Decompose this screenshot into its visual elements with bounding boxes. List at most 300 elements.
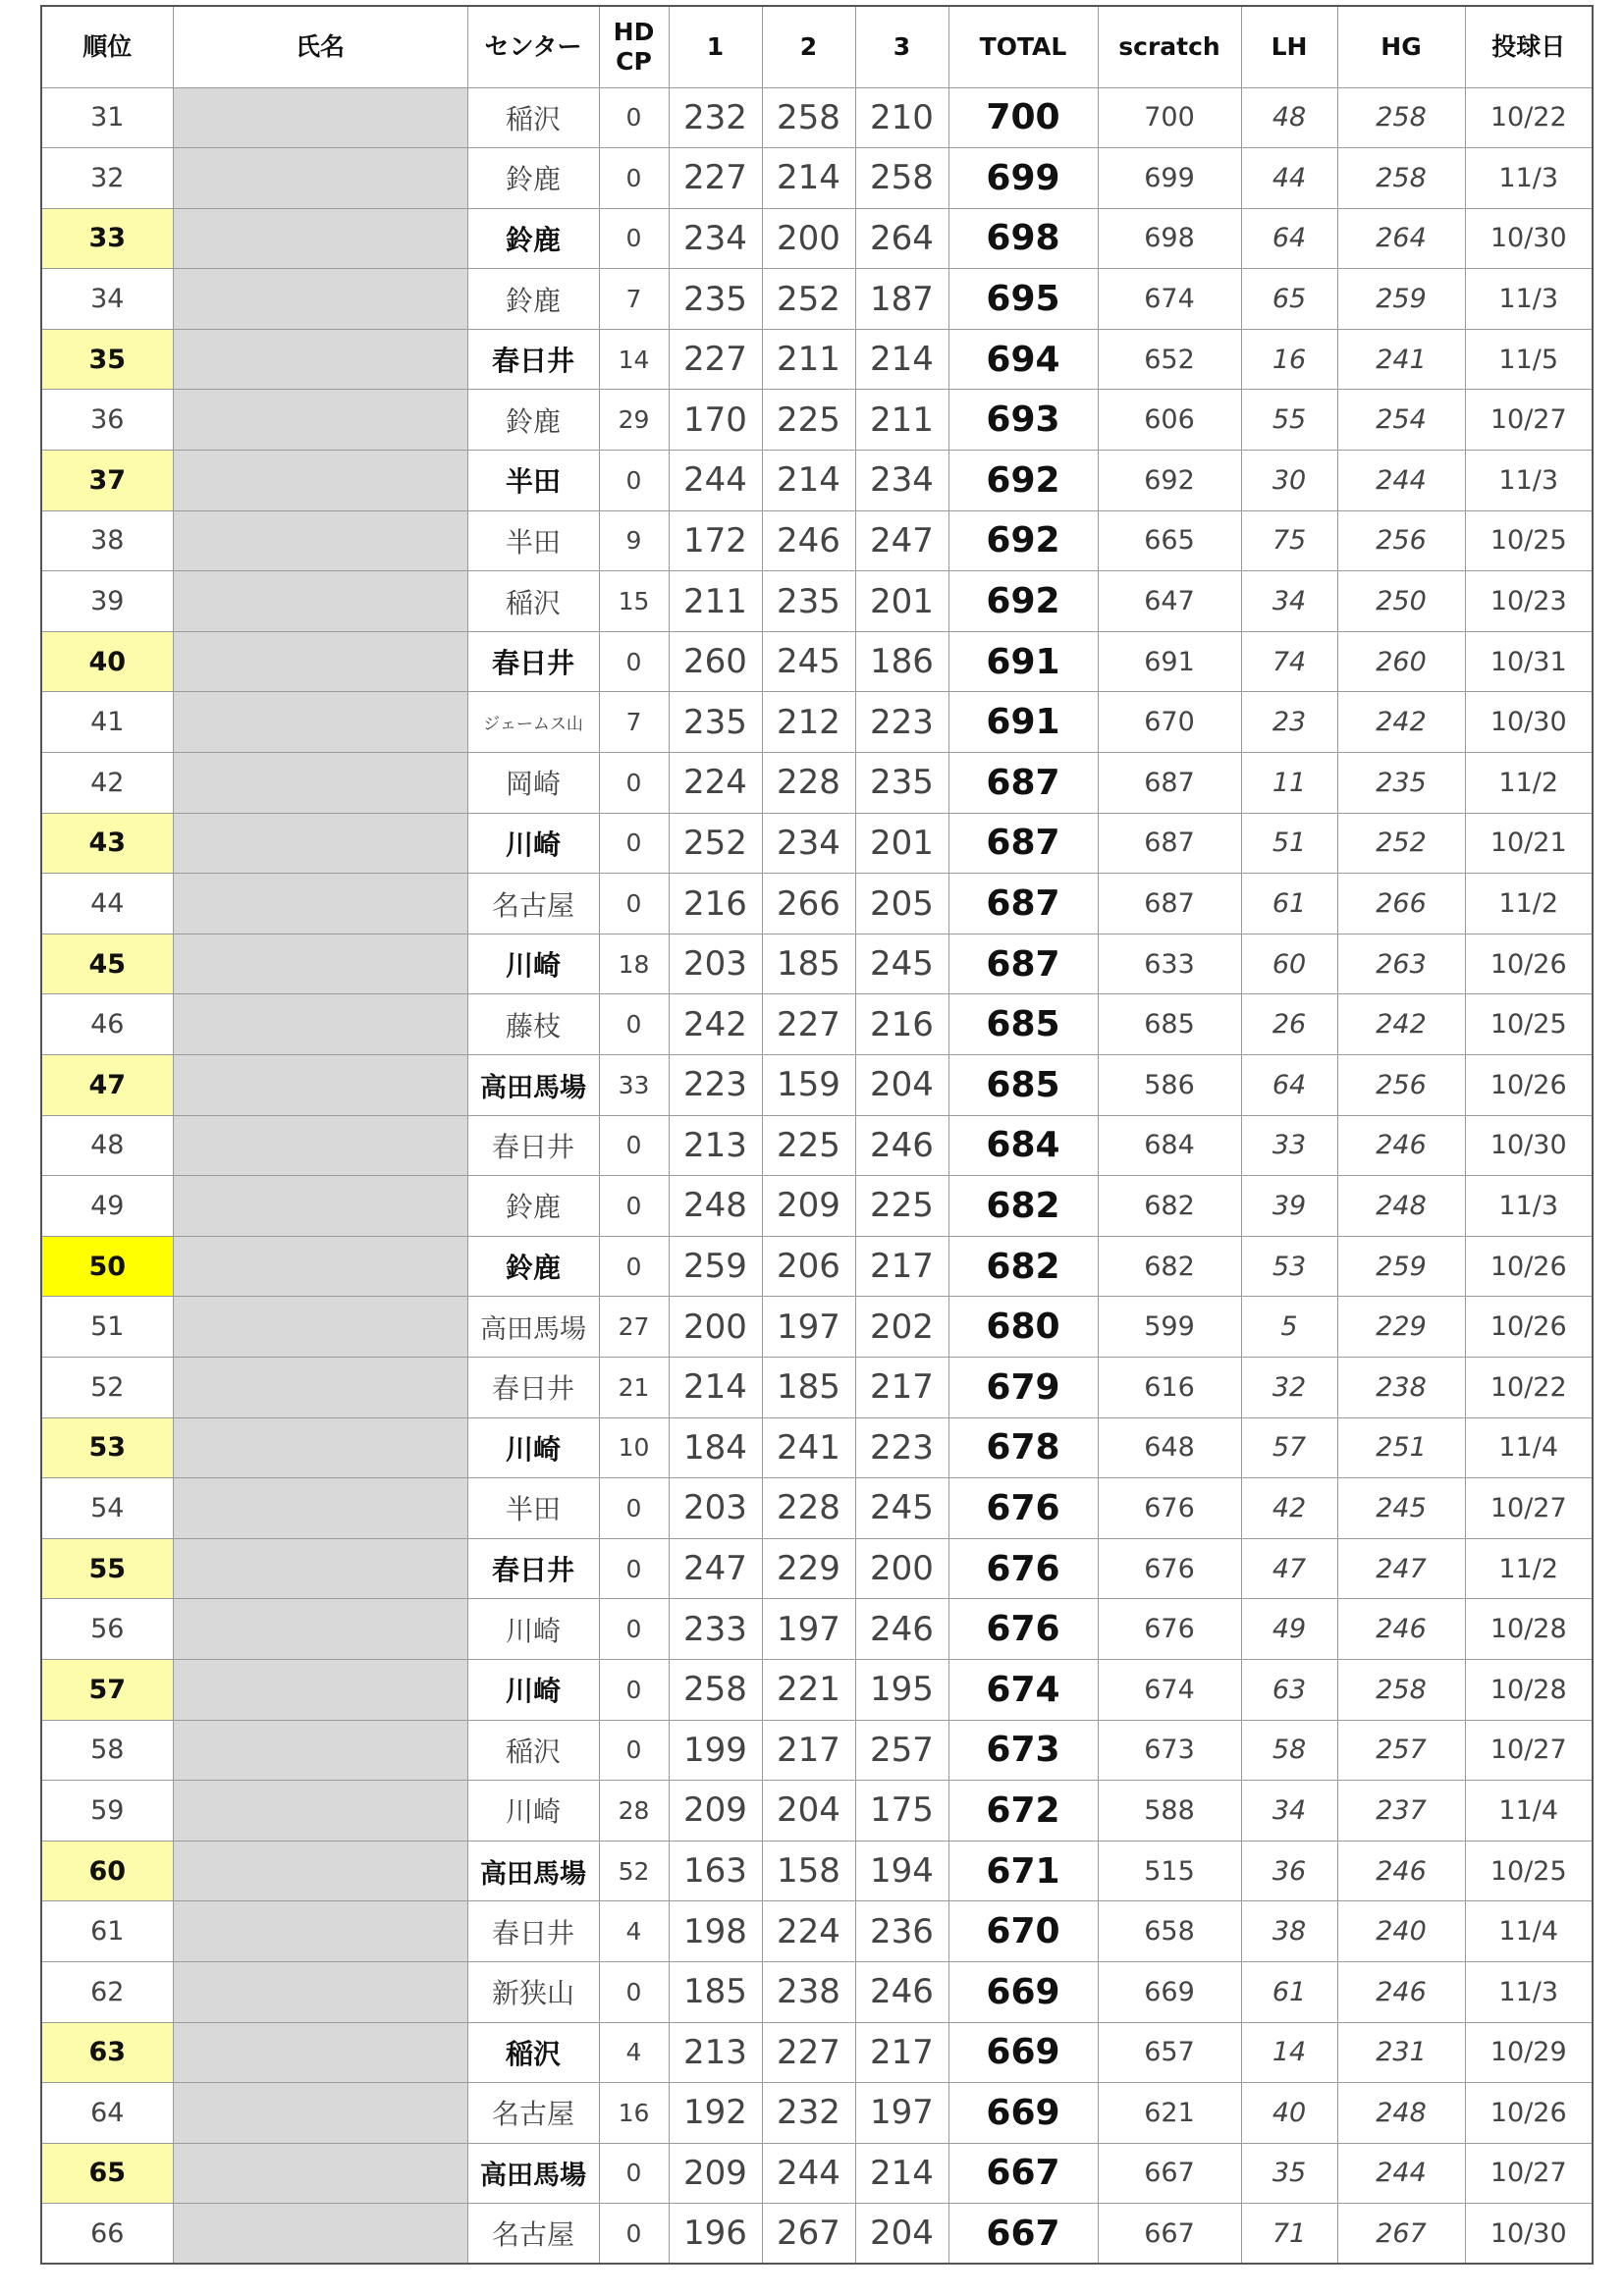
hdcp-cell: 0 (599, 1176, 669, 1237)
game-1-cell: 192 (669, 2083, 762, 2144)
table-row (41, 934, 1593, 994)
table-row (41, 874, 1593, 934)
game-1-cell: 224 (669, 753, 762, 814)
game-3-cell: 257 (855, 1720, 948, 1781)
rank-cell: 36 (41, 390, 173, 451)
total-cell: 669 (948, 1961, 1098, 2022)
hdcp-cell: 0 (599, 994, 669, 1055)
scratch-cell: 692 (1098, 451, 1241, 511)
scratch-cell: 665 (1098, 510, 1241, 571)
game-1-cell: 200 (669, 1297, 762, 1358)
game-3-cell: 223 (855, 692, 948, 753)
name-cell (173, 2143, 467, 2204)
header-game-3: 3 (855, 6, 948, 87)
center-cell: 高田馬場 (467, 1841, 599, 1901)
game-3-cell: 264 (855, 208, 948, 269)
game-3-cell: 175 (855, 1781, 948, 1842)
hg-cell: 259 (1337, 1236, 1465, 1297)
header-hdcp (599, 6, 669, 87)
game-3-cell: 217 (855, 2022, 948, 2083)
game-3-cell: 246 (855, 1115, 948, 1176)
game-3-cell: 246 (855, 1961, 948, 2022)
rank-cell: 50 (41, 1236, 173, 1297)
table-row (41, 1961, 1593, 2022)
game-2-cell: 227 (762, 994, 855, 1055)
total-cell: 678 (948, 1417, 1098, 1478)
hdcp-cell: 0 (599, 1961, 669, 2022)
center-cell: 高田馬場 (467, 1055, 599, 1116)
game-1-cell: 233 (669, 1599, 762, 1660)
name-cell (173, 1236, 467, 1297)
table-row (41, 813, 1593, 874)
game-2-cell: 228 (762, 1478, 855, 1539)
total-cell: 692 (948, 451, 1098, 511)
total-cell: 676 (948, 1538, 1098, 1599)
game-3-cell: 235 (855, 753, 948, 814)
scratch-cell: 676 (1098, 1478, 1241, 1539)
header-total: TOTAL (948, 6, 1098, 87)
scratch-cell: 685 (1098, 994, 1241, 1055)
rank-cell: 37 (41, 451, 173, 511)
total-cell: 692 (948, 571, 1098, 632)
game-1-cell: 196 (669, 2204, 762, 2265)
game-1-cell: 203 (669, 934, 762, 994)
date-cell: 11/3 (1465, 1961, 1593, 2022)
scratch-cell: 647 (1098, 571, 1241, 632)
total-cell: 679 (948, 1357, 1098, 1417)
table-row (41, 148, 1593, 209)
date-cell: 11/4 (1465, 1901, 1593, 1962)
game-2-cell: 225 (762, 390, 855, 451)
total-cell: 694 (948, 329, 1098, 390)
date-cell: 10/26 (1465, 1055, 1593, 1116)
game-3-cell: 216 (855, 994, 948, 1055)
game-2-cell: 258 (762, 87, 855, 148)
game-1-cell: 185 (669, 1961, 762, 2022)
header-game-2: 2 (762, 6, 855, 87)
lh-cell: 65 (1241, 269, 1337, 330)
header-game-1: 1 (669, 6, 762, 87)
game-3-cell: 204 (855, 1055, 948, 1116)
lh-cell: 61 (1241, 874, 1337, 934)
table-row (41, 269, 1593, 330)
scratch-cell: 687 (1098, 813, 1241, 874)
name-cell (173, 2204, 467, 2265)
total-cell: 691 (948, 692, 1098, 753)
hg-cell: 260 (1337, 631, 1465, 692)
game-2-cell: 209 (762, 1176, 855, 1237)
date-cell: 11/2 (1465, 753, 1593, 814)
scratch-cell: 669 (1098, 1961, 1241, 2022)
name-cell (173, 753, 467, 814)
date-cell: 10/27 (1465, 2143, 1593, 2204)
game-3-cell: 186 (855, 631, 948, 692)
scratch-cell: 682 (1098, 1176, 1241, 1237)
rank-cell: 32 (41, 148, 173, 209)
scratch-cell: 588 (1098, 1781, 1241, 1842)
scratch-cell: 621 (1098, 2083, 1241, 2144)
center-cell: 春日井 (467, 1901, 599, 1962)
name-cell (173, 2022, 467, 2083)
hdcp-cell: 7 (599, 269, 669, 330)
game-3-cell: 217 (855, 1357, 948, 1417)
lh-cell: 40 (1241, 2083, 1337, 2144)
date-cell: 10/21 (1465, 813, 1593, 874)
rank-cell: 53 (41, 1417, 173, 1478)
lh-cell: 26 (1241, 994, 1337, 1055)
date-cell: 11/4 (1465, 1781, 1593, 1842)
table-header (41, 6, 1593, 87)
game-1-cell: 199 (669, 1720, 762, 1781)
date-cell: 11/3 (1465, 1176, 1593, 1237)
center-cell: 半田 (467, 451, 599, 511)
hg-cell: 256 (1337, 510, 1465, 571)
scratch-cell: 633 (1098, 934, 1241, 994)
rank-cell: 58 (41, 1720, 173, 1781)
lh-cell: 55 (1241, 390, 1337, 451)
hg-cell: 258 (1337, 1659, 1465, 1720)
table-row (41, 2083, 1593, 2144)
game-2-cell: 206 (762, 1236, 855, 1297)
date-cell: 10/25 (1465, 510, 1593, 571)
game-3-cell: 201 (855, 571, 948, 632)
center-cell: 高田馬場 (467, 1297, 599, 1358)
game-2-cell: 185 (762, 934, 855, 994)
name-cell (173, 451, 467, 511)
scratch-cell: 670 (1098, 692, 1241, 753)
game-1-cell: 198 (669, 1901, 762, 1962)
game-2-cell: 214 (762, 451, 855, 511)
table-row (41, 1176, 1593, 1237)
scratch-cell: 673 (1098, 1720, 1241, 1781)
center-cell: 名古屋 (467, 2083, 599, 2144)
scratch-cell: 606 (1098, 390, 1241, 451)
table-row (41, 571, 1593, 632)
center-cell: 川崎 (467, 1417, 599, 1478)
lh-cell: 64 (1241, 208, 1337, 269)
name-cell (173, 1115, 467, 1176)
rank-cell: 63 (41, 2022, 173, 2083)
lh-cell: 16 (1241, 329, 1337, 390)
game-1-cell: 214 (669, 1357, 762, 1417)
hdcp-cell: 0 (599, 1599, 669, 1660)
date-cell: 10/22 (1465, 1357, 1593, 1417)
lh-cell: 33 (1241, 1115, 1337, 1176)
rank-cell: 41 (41, 692, 173, 753)
name-cell (173, 1720, 467, 1781)
table-row (41, 1236, 1593, 1297)
date-cell: 10/30 (1465, 208, 1593, 269)
table-row (41, 1781, 1593, 1842)
lh-cell: 57 (1241, 1417, 1337, 1478)
hdcp-cell: 0 (599, 2143, 669, 2204)
table-row (41, 1357, 1593, 1417)
name-cell (173, 87, 467, 148)
rank-cell: 46 (41, 994, 173, 1055)
header-lh: LH (1241, 6, 1337, 87)
lh-cell: 34 (1241, 1781, 1337, 1842)
game-3-cell: 205 (855, 874, 948, 934)
rank-cell: 62 (41, 1961, 173, 2022)
game-2-cell: 238 (762, 1961, 855, 2022)
date-cell: 10/27 (1465, 1478, 1593, 1539)
rank-cell: 47 (41, 1055, 173, 1116)
scratch-cell: 586 (1098, 1055, 1241, 1116)
center-cell: 川崎 (467, 934, 599, 994)
center-cell: 新狭山 (467, 1961, 599, 2022)
game-2-cell: 204 (762, 1781, 855, 1842)
hdcp-cell: 29 (599, 390, 669, 451)
total-cell: 685 (948, 1055, 1098, 1116)
game-3-cell: 214 (855, 2143, 948, 2204)
table-row (41, 1055, 1593, 1116)
total-cell: 667 (948, 2143, 1098, 2204)
game-1-cell: 216 (669, 874, 762, 934)
game-2-cell: 228 (762, 753, 855, 814)
name-cell (173, 1417, 467, 1478)
center-cell: 高田馬場 (467, 2143, 599, 2204)
game-3-cell: 195 (855, 1659, 948, 1720)
table-row (41, 1115, 1593, 1176)
hdcp-cell: 0 (599, 1115, 669, 1176)
scratch-cell: 616 (1098, 1357, 1241, 1417)
hg-cell: 259 (1337, 269, 1465, 330)
total-cell: 687 (948, 934, 1098, 994)
hg-cell: 244 (1337, 451, 1465, 511)
table-row (41, 692, 1593, 753)
lh-cell: 44 (1241, 148, 1337, 209)
table-row (41, 329, 1593, 390)
rank-cell: 61 (41, 1901, 173, 1962)
game-3-cell: 210 (855, 87, 948, 148)
game-3-cell: 245 (855, 1478, 948, 1539)
hg-cell: 248 (1337, 2083, 1465, 2144)
table-row (41, 208, 1593, 269)
center-cell: 春日井 (467, 329, 599, 390)
hg-cell: 242 (1337, 692, 1465, 753)
name-cell (173, 813, 467, 874)
name-cell (173, 692, 467, 753)
score-table-wrapper (40, 5, 1592, 2265)
lh-cell: 61 (1241, 1961, 1337, 2022)
game-3-cell: 202 (855, 1297, 948, 1358)
game-1-cell: 203 (669, 1478, 762, 1539)
total-cell: 673 (948, 1720, 1098, 1781)
total-cell: 682 (948, 1176, 1098, 1237)
game-2-cell: 241 (762, 1417, 855, 1478)
lh-cell: 64 (1241, 1055, 1337, 1116)
date-cell: 10/25 (1465, 1841, 1593, 1901)
hg-cell: 246 (1337, 1841, 1465, 1901)
scratch-cell: 682 (1098, 1236, 1241, 1297)
game-2-cell: 235 (762, 571, 855, 632)
game-1-cell: 227 (669, 329, 762, 390)
table-row (41, 1659, 1593, 1720)
hg-cell: 231 (1337, 2022, 1465, 2083)
center-cell: 鈴鹿 (467, 269, 599, 330)
game-2-cell: 212 (762, 692, 855, 753)
table-row (41, 2204, 1593, 2265)
scratch-cell: 676 (1098, 1538, 1241, 1599)
date-cell: 10/23 (1465, 571, 1593, 632)
name-cell (173, 208, 467, 269)
rank-cell: 59 (41, 1781, 173, 1842)
center-cell: 稲沢 (467, 2022, 599, 2083)
game-1-cell: 259 (669, 1236, 762, 1297)
rank-cell: 44 (41, 874, 173, 934)
lh-cell: 49 (1241, 1599, 1337, 1660)
table-body (41, 87, 1593, 2264)
lh-cell: 11 (1241, 753, 1337, 814)
date-cell: 10/26 (1465, 934, 1593, 994)
hdcp-cell: 15 (599, 571, 669, 632)
date-cell: 10/26 (1465, 1297, 1593, 1358)
hg-cell: 258 (1337, 148, 1465, 209)
rank-cell: 43 (41, 813, 173, 874)
rank-cell: 65 (41, 2143, 173, 2204)
game-1-cell: 248 (669, 1176, 762, 1237)
game-2-cell: 158 (762, 1841, 855, 1901)
hg-cell: 252 (1337, 813, 1465, 874)
scratch-cell: 687 (1098, 753, 1241, 814)
total-cell: 687 (948, 753, 1098, 814)
rank-cell: 56 (41, 1599, 173, 1660)
rank-cell: 52 (41, 1357, 173, 1417)
rank-cell: 54 (41, 1478, 173, 1539)
header-date: 投球日 (1465, 6, 1593, 87)
center-cell: 鈴鹿 (467, 390, 599, 451)
hdcp-cell: 0 (599, 148, 669, 209)
game-2-cell: 225 (762, 1115, 855, 1176)
rank-cell: 66 (41, 2204, 173, 2265)
game-2-cell: 246 (762, 510, 855, 571)
center-cell: 春日井 (467, 631, 599, 692)
hdcp-cell: 0 (599, 451, 669, 511)
scratch-cell: 599 (1098, 1297, 1241, 1358)
lh-cell: 38 (1241, 1901, 1337, 1962)
game-3-cell: 194 (855, 1841, 948, 1901)
hdcp-cell: 21 (599, 1357, 669, 1417)
table-row (41, 87, 1593, 148)
center-cell: 春日井 (467, 1357, 599, 1417)
hg-cell: 264 (1337, 208, 1465, 269)
game-3-cell: 258 (855, 148, 948, 209)
game-2-cell: 214 (762, 148, 855, 209)
name-cell (173, 1357, 467, 1417)
table-row (41, 1297, 1593, 1358)
date-cell: 10/28 (1465, 1659, 1593, 1720)
total-cell: 672 (948, 1781, 1098, 1842)
game-2-cell: 185 (762, 1357, 855, 1417)
rank-cell: 39 (41, 571, 173, 632)
game-2-cell: 224 (762, 1901, 855, 1962)
table-row (41, 1901, 1593, 1962)
game-1-cell: 242 (669, 994, 762, 1055)
game-1-cell: 163 (669, 1841, 762, 1901)
total-cell: 699 (948, 148, 1098, 209)
game-3-cell: 217 (855, 1236, 948, 1297)
game-1-cell: 260 (669, 631, 762, 692)
game-1-cell: 234 (669, 208, 762, 269)
hg-cell: 245 (1337, 1478, 1465, 1539)
hdcp-cell: 0 (599, 1236, 669, 1297)
score-table (40, 5, 1594, 2265)
lh-cell: 5 (1241, 1297, 1337, 1358)
header-center: センター (467, 6, 599, 87)
scratch-cell: 667 (1098, 2204, 1241, 2265)
hg-cell: 251 (1337, 1417, 1465, 1478)
game-2-cell: 227 (762, 2022, 855, 2083)
hg-cell: 242 (1337, 994, 1465, 1055)
table-row (41, 1538, 1593, 1599)
game-1-cell: 244 (669, 451, 762, 511)
table-row (41, 390, 1593, 451)
name-cell (173, 1055, 467, 1116)
hdcp-cell: 52 (599, 1841, 669, 1901)
center-cell: 鈴鹿 (467, 1236, 599, 1297)
center-cell: 鈴鹿 (467, 208, 599, 269)
lh-cell: 47 (1241, 1538, 1337, 1599)
scratch-cell: 658 (1098, 1901, 1241, 1962)
rank-cell: 45 (41, 934, 173, 994)
name-cell (173, 1659, 467, 1720)
table-row (41, 2143, 1593, 2204)
rank-cell: 64 (41, 2083, 173, 2144)
name-cell (173, 2083, 467, 2144)
hdcp-cell: 0 (599, 1478, 669, 1539)
name-cell (173, 1961, 467, 2022)
date-cell: 11/2 (1465, 874, 1593, 934)
lh-cell: 30 (1241, 451, 1337, 511)
date-cell: 10/29 (1465, 2022, 1593, 2083)
hg-cell: 241 (1337, 329, 1465, 390)
rank-cell: 34 (41, 269, 173, 330)
name-cell (173, 994, 467, 1055)
table-row (41, 2022, 1593, 2083)
center-cell: 川崎 (467, 813, 599, 874)
name-cell (173, 1538, 467, 1599)
game-3-cell: 211 (855, 390, 948, 451)
scratch-cell: 687 (1098, 874, 1241, 934)
game-1-cell: 258 (669, 1659, 762, 1720)
date-cell: 11/3 (1465, 269, 1593, 330)
name-cell (173, 934, 467, 994)
game-1-cell: 211 (669, 571, 762, 632)
table-row (41, 451, 1593, 511)
total-cell: 687 (948, 874, 1098, 934)
name-cell (173, 1599, 467, 1660)
name-cell (173, 390, 467, 451)
hdcp-cell: 18 (599, 934, 669, 994)
name-cell (173, 1176, 467, 1237)
total-cell: 684 (948, 1115, 1098, 1176)
rank-cell: 51 (41, 1297, 173, 1358)
game-3-cell: 201 (855, 813, 948, 874)
hg-cell: 266 (1337, 874, 1465, 934)
date-cell: 10/26 (1465, 2083, 1593, 2144)
game-1-cell: 227 (669, 148, 762, 209)
date-cell: 10/27 (1465, 390, 1593, 451)
name-cell (173, 571, 467, 632)
game-2-cell: 266 (762, 874, 855, 934)
header-name: 氏名 (173, 6, 467, 87)
hg-cell: 235 (1337, 753, 1465, 814)
center-cell: 川崎 (467, 1599, 599, 1660)
rank-cell: 40 (41, 631, 173, 692)
game-2-cell: 221 (762, 1659, 855, 1720)
name-cell (173, 1841, 467, 1901)
rank-cell: 55 (41, 1538, 173, 1599)
